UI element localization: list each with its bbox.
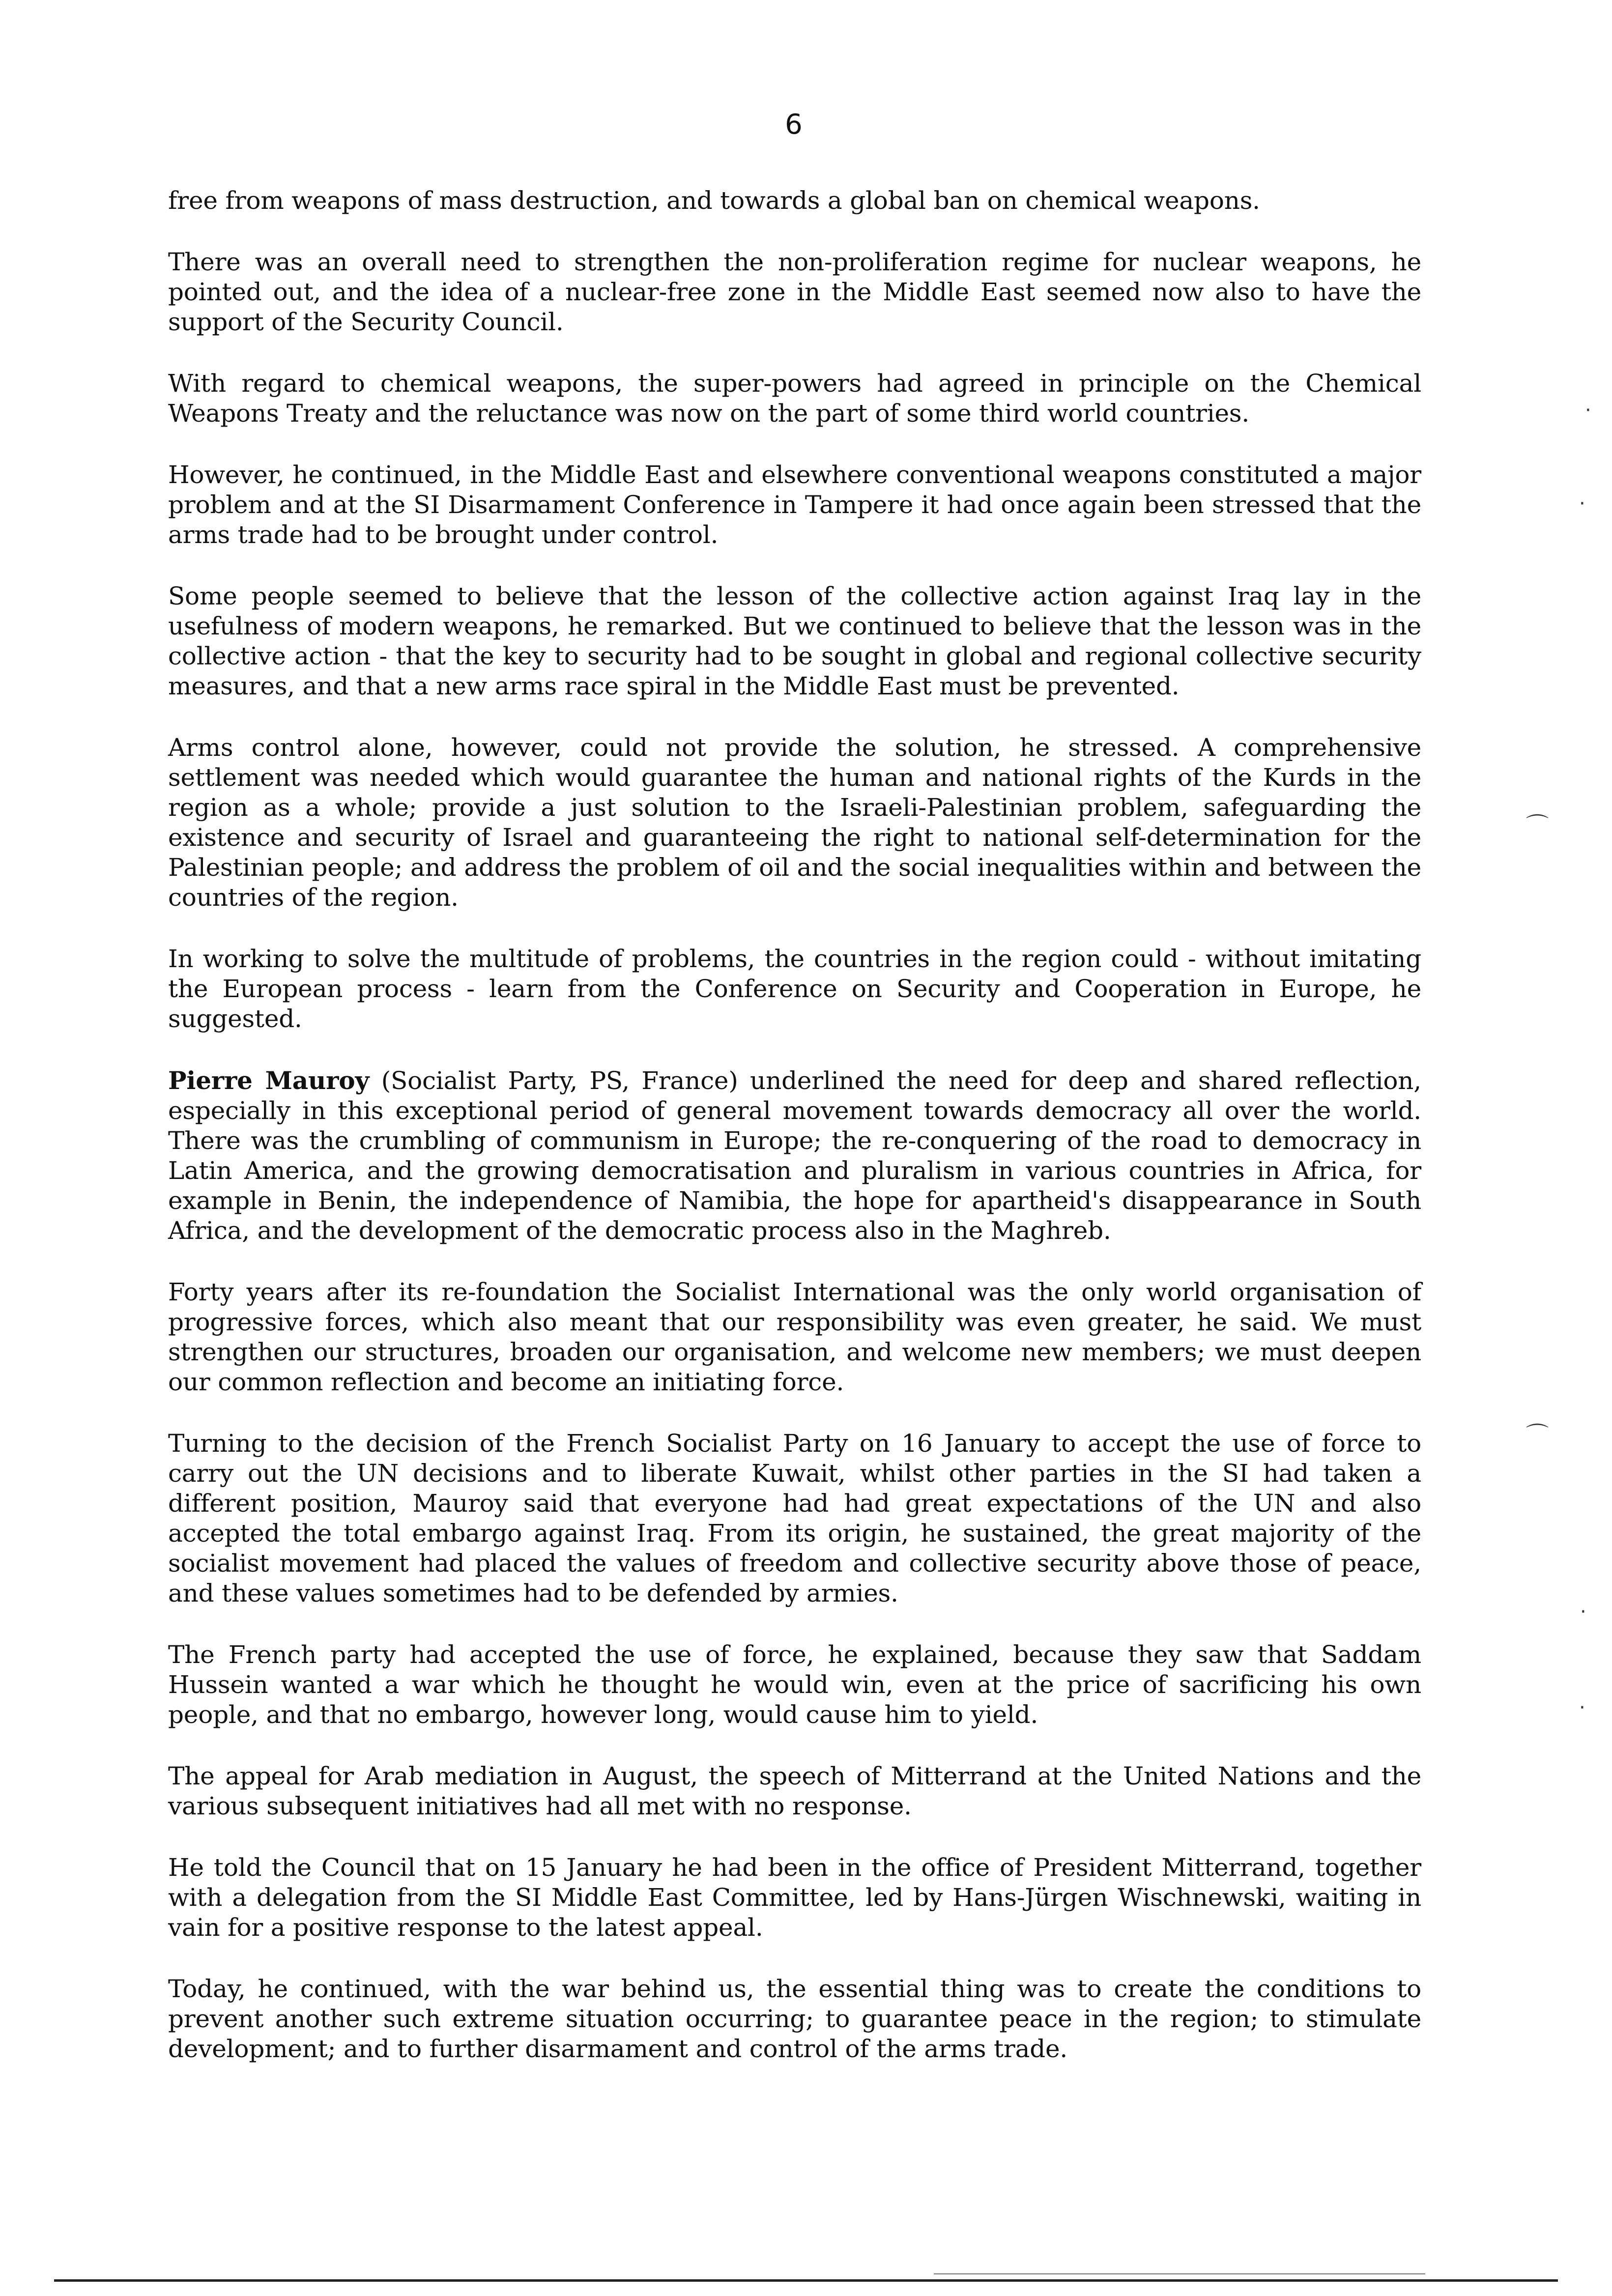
paragraph: There was an overall need to strengthen the non-proliferation regime for nuclear weapons, he pointed out, and the idea of a nuclear-free zone in the Middle East seemed now also to have the support of the Security Council. bbox=[168, 248, 1421, 336]
paragraph: With regard to chemical weapons, the super-powers had agreed in principle on the Chemical Weapons Treaty and the reluctance was now on the part of some third world countries. bbox=[168, 369, 1421, 428]
page-number: 6 bbox=[785, 109, 803, 141]
paragraph: In working to solve the multitude of problems, the countries in the region could - without imitating the European process - learn from the Conference on Security and Cooperation in Europe, he suggested. bbox=[168, 945, 1421, 1033]
body-text bbox=[168, 186, 1421, 2095]
scan-artifact-mark: ⌒ bbox=[1526, 812, 1549, 839]
speaker-statement: (Socialist Party, PS, France) underlined the need for deep and shared reflection, especially in this exceptional period of general movement towards democracy all over the world. There was the crumbling of communism in Europe; the re-conquering of the road to democracy in Latin America, and the growing democratisation and pluralism in various countries in Africa, for example in Benin, the independence of Namibia, the hope for apartheid's disappearance in South Africa, and the development of the democratic process also in the Maghreb. bbox=[168, 1066, 1421, 1245]
paragraph: He told the Council that on 15 January he had been in the office of President Mitterrand, together with a delegation from the SI Middle East Committee, led by Hans-Jürgen Wischnewski, waiting in vain for a positive response to the latest appeal. bbox=[168, 1853, 1421, 1942]
bottom-rule bbox=[54, 2279, 1558, 2282]
paragraph: However, he continued, in the Middle East and elsewhere conventional weapons constituted a major problem and at the SI Disarmament Conference in Tampere it had once again been stressed that the arms trade had to be brought under control. bbox=[168, 460, 1421, 549]
paragraph: The French party had accepted the use of force, he explained, because they saw that Saddam Hussein wanted a war which he thought he would win, even at the price of sacrificing his own people, and that no embargo, however long, would cause him to yield. bbox=[168, 1640, 1421, 1729]
speaker-name: Pierre Mauroy bbox=[168, 1066, 370, 1095]
scan-artifact-dot: · bbox=[1579, 492, 1585, 515]
paragraph: Turning to the decision of the French Socialist Party on 16 January to accept the use of force to carry out the UN decisions and to liberate Kuwait, whilst other parties in the SI had taken a different position, Mauroy said that everyone had had great expectations of the UN and also accepted the total embargo against Iraq. From its origin, he sustained, the great majority of the socialist movement had placed the values of freedom and collective security above those of peace, and these values sometimes had to be defended by armies. bbox=[168, 1429, 1421, 1607]
paragraph: Arms control alone, however, could not provide the solution, he stressed. A comprehensive settlement was needed which would guarantee the human and national rights of the Kurds in the region as a whole; provide a just solution to the Israeli-Palestinian problem, safeguarding the existence and security of Israel and guaranteeing the right to national self-determination for the Palestinian people; and address the problem of oil and the social inequalities within and between the countries of the region. bbox=[168, 733, 1421, 912]
paragraph: The appeal for Arab mediation in August, the speech of Mitterrand at the United Nations and the various subsequent initiatives had all met with no response. bbox=[168, 1762, 1421, 1820]
paragraph: Forty years after its re-foundation the Socialist International was the only world organisation of progressive forces, which also meant that our responsibility was even greater, he said. We must strengthen our structures, broaden our organisation, and welcome new members; we must deepen our common reflection and become an initiating force. bbox=[168, 1278, 1421, 1396]
paragraph-mauroy bbox=[168, 1065, 1421, 1246]
scan-artifact-dot: · bbox=[1579, 1696, 1585, 1719]
bottom-rule-thin bbox=[934, 2273, 1425, 2274]
scan-artifact-mark: ⌒ bbox=[1526, 1422, 1549, 1448]
paragraph: Today, he continued, with the war behind us, the essential thing was to create the conditions to prevent another such extreme situation occurring; to guarantee peace in the region; to stimulate development; and to further disarmament and control of the arms trade. bbox=[168, 1975, 1421, 2063]
scan-artifact-dot: · bbox=[1580, 1601, 1586, 1623]
paragraph: free from weapons of mass destruction, and towards a global ban on chemical weapons. bbox=[168, 186, 1260, 215]
scan-artifact-dot: · bbox=[1585, 399, 1591, 422]
paragraph: Some people seemed to believe that the lesson of the collective action against Iraq lay in the usefulness of modern weapons, he remarked. But we continued to believe that the lesson was in the collective action - that the key to security had to be sought in global and regional collective security measures, and that a new arms race spiral in the Middle East must be prevented. bbox=[168, 582, 1421, 700]
